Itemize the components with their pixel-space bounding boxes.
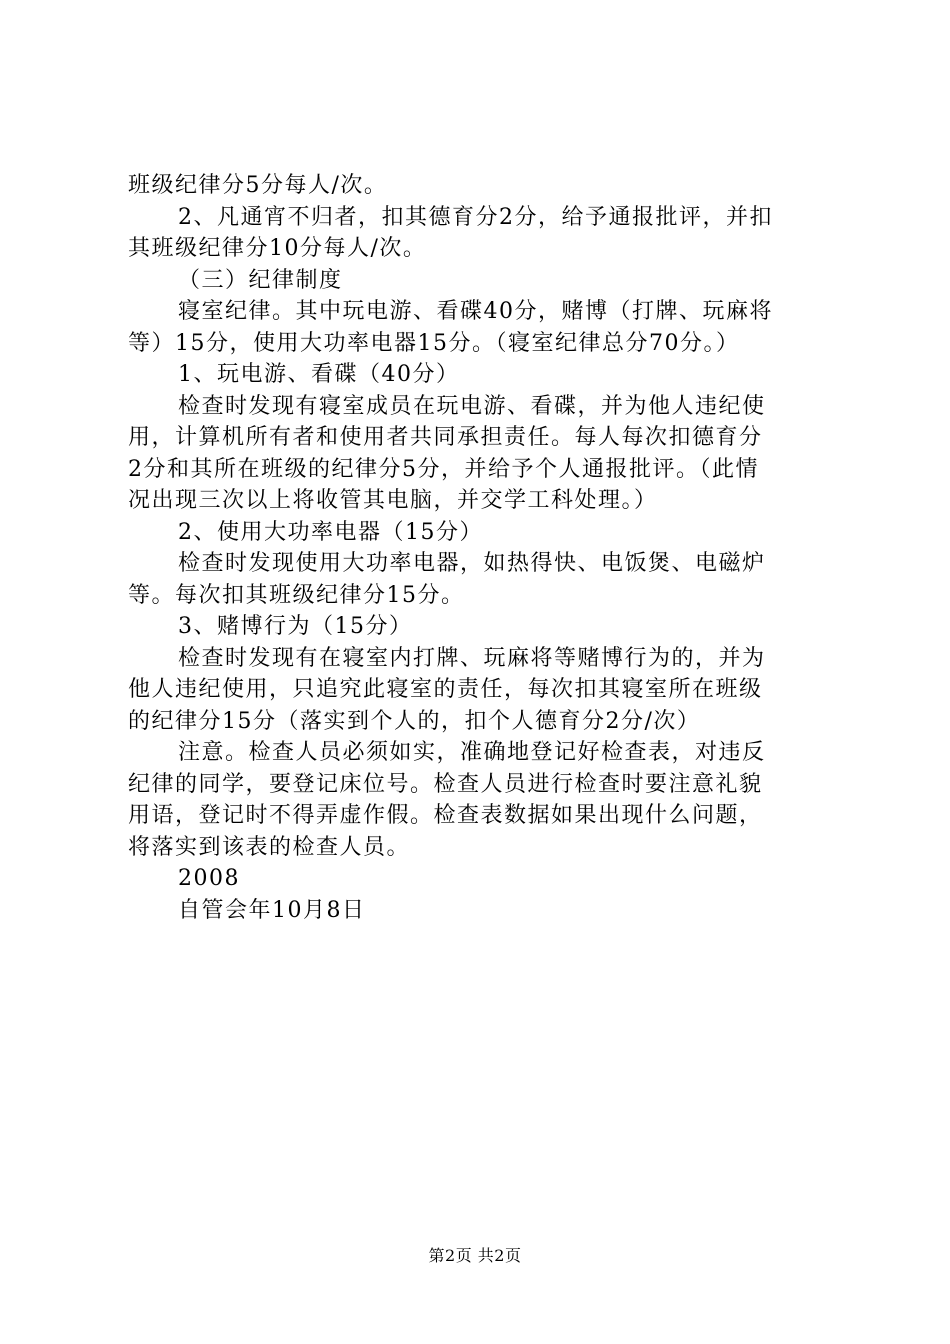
text-line: 检查时发现有在寝室内打牌、玩麻将等赌博行为的，并为 (178, 645, 766, 671)
text-line: 将落实到该表的检查人员。 (128, 834, 411, 860)
text-line: 等）15分，使用大功率电器15分。（寝室纪律总分70分。） (128, 330, 740, 356)
section-heading: （三）纪律制度 (178, 267, 343, 293)
page-number-footer: 第2页 共2页 (428, 1246, 522, 1265)
text-line: 用语，登记时不得弄虚作假。检查表数据如果出现什么问题， (128, 803, 763, 828)
text-line: 寝室纪律。其中玩电游、看碟40分，赌博（打牌、玩麻将 (178, 299, 773, 324)
text-line: 其班级纪律分10分每人/次。 (128, 236, 427, 261)
document-body (128, 170, 832, 926)
text-line: 班级纪律分5分每人/次。 (128, 173, 388, 198)
text-line: 注意。检查人员必须如实，准确地登记好检查表，对违反 (178, 740, 766, 765)
text-line: 检查时发现有寝室成员在玩电游、看碟，并为他人违纪使 (178, 393, 766, 419)
date-year: 2008 (178, 866, 240, 891)
signature-date: 自管会年10月8日 (178, 897, 366, 923)
subsection-heading: 1、玩电游、看碟（40分） (178, 362, 460, 387)
text-line: 况出现三次以上将收管其电脑，并交学工科处理。） (128, 488, 658, 513)
text-line: 用，计算机所有者和使用者共同承担责任。每人每次扣德育分 (128, 425, 763, 450)
text-line: 的纪律分15分（落实到个人的，扣个人德育分2分/次） (128, 708, 701, 734)
text-line: 2、凡通宵不归者，扣其德育分2分，给予通报批评，并扣 (178, 204, 773, 230)
text-line: 他人违纪使用，只追究此寝室的责任，每次扣其寝室所在班级 (128, 677, 763, 702)
subsection-heading: 2、使用大功率电器（15分） (178, 519, 483, 545)
subsection-heading: 3、赌博行为（15分） (178, 614, 413, 639)
text-line: 纪律的同学，要登记床位号。检查人员进行检查时要注意礼貌 (128, 771, 763, 797)
text-line: 等。每次扣其班级纪律分15分。 (128, 582, 465, 608)
text-line: 检查时发现使用大功率电器，如热得快、电饭煲、电磁炉 (178, 551, 766, 576)
text-line: 2分和其所在班级的纪律分5分，并给予个人通报批评。（此情 (128, 456, 759, 482)
